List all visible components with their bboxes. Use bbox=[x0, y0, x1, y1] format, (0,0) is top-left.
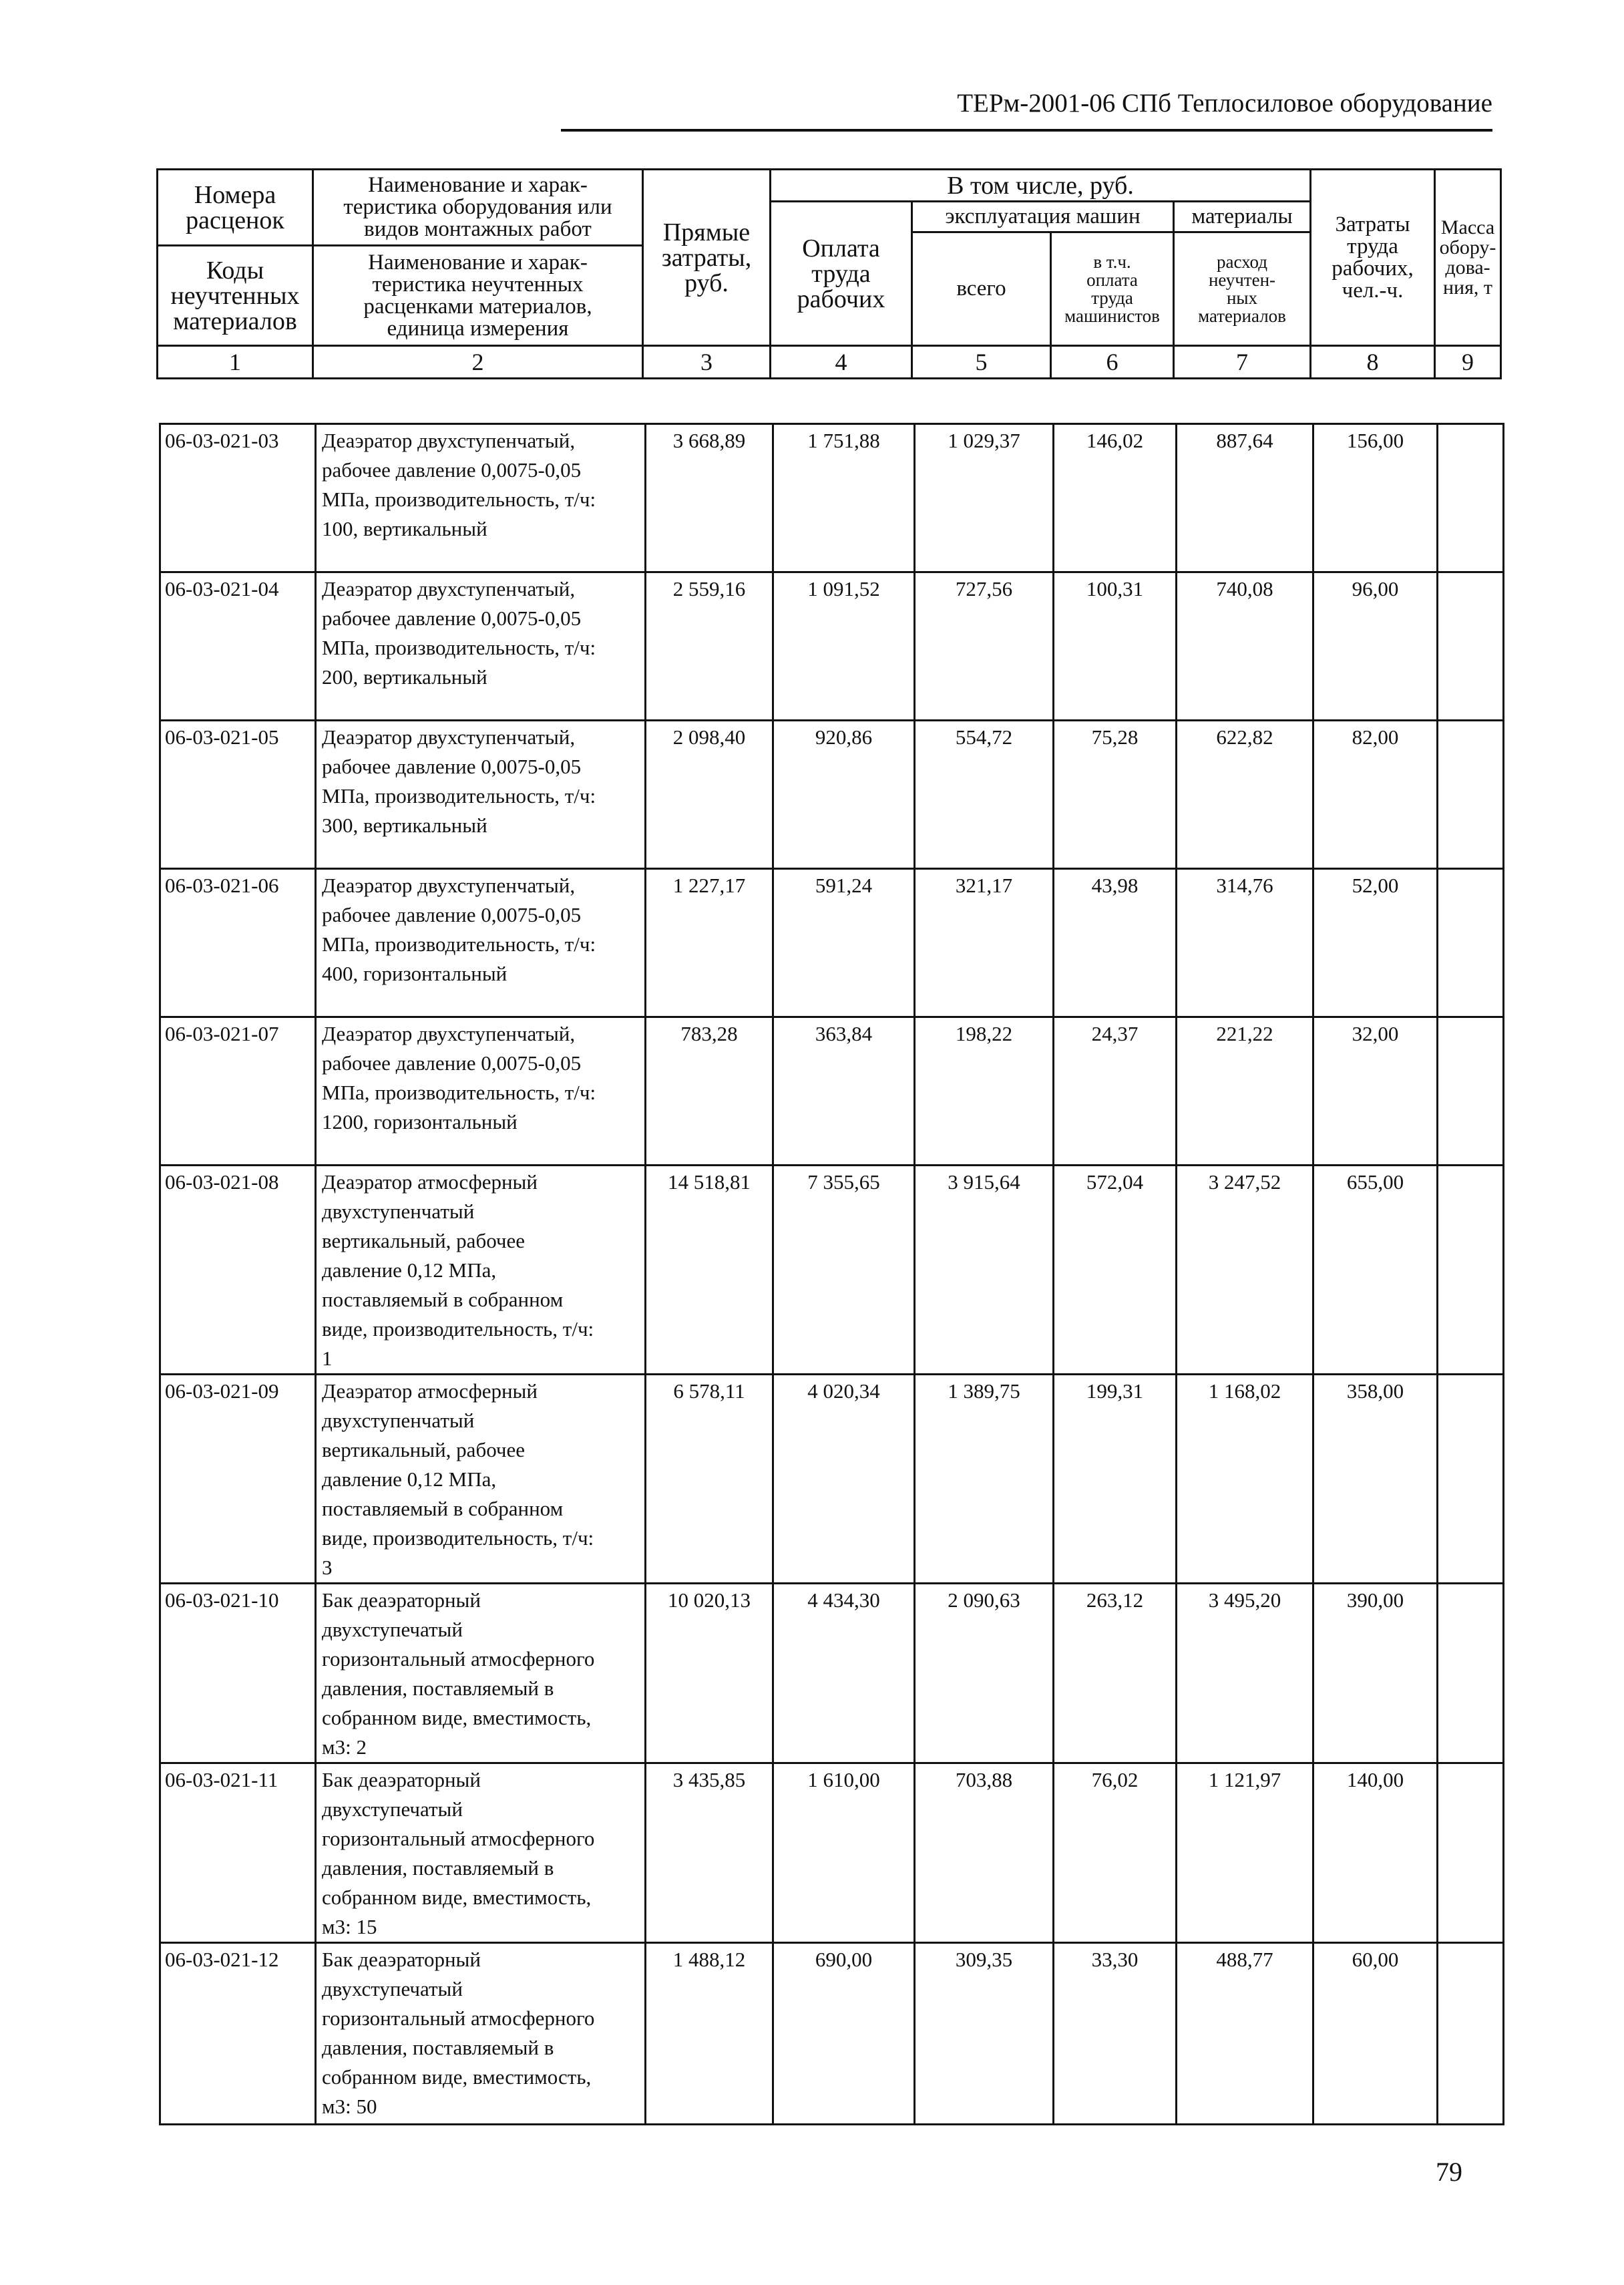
labor-pay-value: 1 091,52 bbox=[773, 572, 915, 721]
description-line: 200, вертикальный bbox=[322, 665, 487, 689]
description-line: МПа, производительность, т/ч: bbox=[322, 784, 596, 808]
labor-pay-value: 920,86 bbox=[773, 721, 915, 869]
description-line: Деаэратор двухступенчатый, bbox=[322, 725, 576, 749]
rate-description bbox=[316, 1017, 646, 1166]
direct-costs-value: 1 227,17 bbox=[646, 869, 773, 1017]
labor-hours-value: 390,00 bbox=[1313, 1584, 1438, 1763]
description-line: давления, поставляемый в bbox=[322, 2036, 554, 2059]
column-number: 1 bbox=[158, 346, 313, 379]
machine-labor-value: 24,37 bbox=[1054, 1017, 1177, 1166]
rate-description bbox=[316, 1375, 646, 1584]
materials-value: 3 495,20 bbox=[1177, 1584, 1313, 1763]
rates-table bbox=[159, 423, 1504, 2125]
materials-value: 488,77 bbox=[1177, 1943, 1313, 2125]
direct-costs-value: 1 488,12 bbox=[646, 1943, 773, 2125]
machine-labor-value: 100,31 bbox=[1054, 572, 1177, 721]
column-number: 5 bbox=[912, 346, 1051, 379]
description-line: Бак деаэраторный bbox=[322, 1588, 481, 1612]
column-number: 6 bbox=[1051, 346, 1174, 379]
labor-hours-value: 96,00 bbox=[1313, 572, 1438, 721]
machine-labor-value: 572,04 bbox=[1054, 1166, 1177, 1375]
machine-total-value: 309,35 bbox=[915, 1943, 1054, 2125]
labor-pay-value: 1 751,88 bbox=[773, 424, 915, 572]
column-number: 9 bbox=[1435, 346, 1501, 379]
rate-code: 06-03-021-09 bbox=[160, 1375, 316, 1584]
machine-labor-value: 43,98 bbox=[1054, 869, 1177, 1017]
machine-total-value: 1 389,75 bbox=[915, 1375, 1054, 1584]
column-number: 7 bbox=[1174, 346, 1311, 379]
description-line: собранном виде, вместимость, bbox=[322, 1706, 592, 1729]
description-line: 1 bbox=[322, 1347, 333, 1370]
machine-labor-value: 76,02 bbox=[1054, 1763, 1177, 1943]
description-line: двухступечатый bbox=[322, 1618, 463, 1641]
machine-total-value: 2 090,63 bbox=[915, 1584, 1054, 1763]
labor-hours-value: 32,00 bbox=[1313, 1017, 1438, 1166]
direct-costs-value: 2 098,40 bbox=[646, 721, 773, 869]
machine-total-value: 1 029,37 bbox=[915, 424, 1054, 572]
name-top-header: Наименование и харак- теристика оборудования или видов монтажных работ bbox=[313, 170, 643, 246]
description-line: рабочее давление 0,0075-0,05 bbox=[322, 606, 582, 630]
description-line: двухступенчатый bbox=[322, 1409, 475, 1432]
equipment-mass-value bbox=[1438, 1584, 1504, 1763]
rate-code: 06-03-021-12 bbox=[160, 1943, 316, 2125]
table-row bbox=[160, 1375, 1504, 1584]
materials-value: 1 168,02 bbox=[1177, 1375, 1313, 1584]
materials-value: 314,76 bbox=[1177, 869, 1313, 1017]
labor-hours-value: 60,00 bbox=[1313, 1943, 1438, 2125]
page-number: 79 bbox=[1436, 2157, 1462, 2187]
description-line: м3: 2 bbox=[322, 1735, 367, 1759]
equipment-mass-value bbox=[1438, 869, 1504, 1017]
labor-pay-header: Оплата труда рабочих bbox=[771, 202, 912, 346]
direct-costs-value: 10 020,13 bbox=[646, 1584, 773, 1763]
column-number: 4 bbox=[771, 346, 912, 379]
table-row bbox=[160, 1584, 1504, 1763]
description-line: Деаэратор двухступенчатый, bbox=[322, 1022, 576, 1045]
column-number: 3 bbox=[643, 346, 771, 379]
table-row bbox=[160, 721, 1504, 869]
column-number: 2 bbox=[313, 346, 643, 379]
description-line: Бак деаэраторный bbox=[322, 1948, 481, 1971]
description-line: 100, вертикальный bbox=[322, 517, 487, 540]
including-header: В том числе, руб. bbox=[771, 170, 1311, 202]
table-row bbox=[160, 1166, 1504, 1375]
rate-description bbox=[316, 1763, 646, 1943]
table-row bbox=[160, 869, 1504, 1017]
description-line: давления, поставляемый в bbox=[322, 1856, 554, 1880]
description-line: рабочее давление 0,0075-0,05 bbox=[322, 755, 582, 778]
machine-total-value: 554,72 bbox=[915, 721, 1054, 869]
description-line: горизонтальный атмосферного bbox=[322, 1827, 595, 1850]
rate-code: 06-03-021-11 bbox=[160, 1763, 316, 1943]
rate-code: 06-03-021-06 bbox=[160, 869, 316, 1017]
machine-total-value: 727,56 bbox=[915, 572, 1054, 721]
equipment-mass-value bbox=[1438, 424, 1504, 572]
description-line: рабочее давление 0,0075-0,05 bbox=[322, 458, 582, 482]
description-line: рабочее давление 0,0075-0,05 bbox=[322, 903, 582, 926]
labor-pay-value: 7 355,65 bbox=[773, 1166, 915, 1375]
machine-total-value: 198,22 bbox=[915, 1017, 1054, 1166]
machine-total-value: 3 915,64 bbox=[915, 1166, 1054, 1375]
labor-hours-value: 358,00 bbox=[1313, 1375, 1438, 1584]
column-number: 8 bbox=[1311, 346, 1435, 379]
rate-code: 06-03-021-08 bbox=[160, 1166, 316, 1375]
direct-costs-value: 6 578,11 bbox=[646, 1375, 773, 1584]
description-line: 3 bbox=[322, 1556, 333, 1579]
machine-labor-value: 263,12 bbox=[1054, 1584, 1177, 1763]
description-line: м3: 50 bbox=[322, 2095, 377, 2118]
description-line: горизонтальный атмосферного bbox=[322, 1647, 595, 1671]
labor-hours-value: 52,00 bbox=[1313, 869, 1438, 1017]
materials-value: 3 247,52 bbox=[1177, 1166, 1313, 1375]
table-row bbox=[160, 1943, 1504, 2125]
rate-description bbox=[316, 869, 646, 1017]
machine-total-value: 703,88 bbox=[915, 1763, 1054, 1943]
machine-total-header: всего bbox=[912, 232, 1051, 346]
rate-description bbox=[316, 1166, 646, 1375]
equipment-mass-header: Масса обору- дова- ния, т bbox=[1435, 170, 1501, 346]
description-line: МПа, производительность, т/ч: bbox=[322, 932, 596, 956]
description-line: собранном виде, вместимость, bbox=[322, 1886, 592, 1909]
direct-costs-value: 783,28 bbox=[646, 1017, 773, 1166]
description-line: МПа, производительность, т/ч: bbox=[322, 636, 596, 659]
materials-value: 740,08 bbox=[1177, 572, 1313, 721]
machine-labor-value: 199,31 bbox=[1054, 1375, 1177, 1584]
table-header bbox=[156, 168, 1502, 379]
table-row bbox=[160, 1017, 1504, 1166]
description-line: горизонтальный атмосферного bbox=[322, 2006, 595, 2030]
materials-value: 622,82 bbox=[1177, 721, 1313, 869]
description-line: давления, поставляемый в bbox=[322, 1677, 554, 1700]
rate-description bbox=[316, 1584, 646, 1763]
rate-code: 06-03-021-04 bbox=[160, 572, 316, 721]
direct-costs-header: Прямые затраты, руб. bbox=[643, 170, 771, 346]
machine-total-value: 321,17 bbox=[915, 869, 1054, 1017]
description-line: 300, вертикальный bbox=[322, 814, 487, 837]
labor-pay-value: 591,24 bbox=[773, 869, 915, 1017]
description-line: двухступенчатый bbox=[322, 1200, 475, 1223]
description-line: Деаэратор двухступенчатый, bbox=[322, 874, 576, 897]
equipment-mass-value bbox=[1438, 572, 1504, 721]
rate-description bbox=[316, 424, 646, 572]
direct-costs-value: 3 435,85 bbox=[646, 1763, 773, 1943]
description-line: поставляемый в собранном bbox=[322, 1497, 564, 1520]
name-bottom-header: Наименование и харак- теристика неучтенных расценками материалов, единица измерения bbox=[313, 246, 643, 346]
labor-pay-value: 363,84 bbox=[773, 1017, 915, 1166]
rate-code: 06-03-021-07 bbox=[160, 1017, 316, 1166]
rate-description bbox=[316, 721, 646, 869]
direct-costs-value: 3 668,89 bbox=[646, 424, 773, 572]
description-line: 1200, горизонтальный bbox=[322, 1110, 518, 1133]
labor-hours-value: 82,00 bbox=[1313, 721, 1438, 869]
rate-description bbox=[316, 572, 646, 721]
labor-costs-header: Затраты труда рабочих, чел.-ч. bbox=[1311, 170, 1435, 346]
materials-value: 221,22 bbox=[1177, 1017, 1313, 1166]
rate-code: 06-03-021-10 bbox=[160, 1584, 316, 1763]
description-line: Деаэратор двухступенчатый, bbox=[322, 429, 576, 452]
description-line: м3: 15 bbox=[322, 1915, 377, 1938]
labor-hours-value: 140,00 bbox=[1313, 1763, 1438, 1943]
table-row bbox=[160, 1763, 1504, 1943]
description-line: виде, производительность, т/ч: bbox=[322, 1526, 594, 1550]
rate-code: 06-03-021-03 bbox=[160, 424, 316, 572]
rate-number-header: Номера расценок bbox=[158, 170, 313, 246]
materials-usage-header: расход неучтен- ных материалов bbox=[1174, 232, 1311, 346]
description-line: Деаэратор атмосферный bbox=[322, 1170, 538, 1194]
description-line: давление 0,12 МПа, bbox=[322, 1467, 497, 1491]
table-row bbox=[160, 424, 1504, 572]
direct-costs-value: 2 559,16 bbox=[646, 572, 773, 721]
description-line: Бак деаэраторный bbox=[322, 1768, 481, 1791]
description-line: МПа, производительность, т/ч: bbox=[322, 1081, 596, 1104]
description-line: 400, горизонтальный bbox=[322, 962, 508, 985]
labor-hours-value: 655,00 bbox=[1313, 1166, 1438, 1375]
description-line: МПа, производительность, т/ч: bbox=[322, 488, 596, 511]
description-line: вертикальный, рабочее bbox=[322, 1438, 526, 1461]
description-line: двухступечатый bbox=[322, 1977, 463, 2000]
description-line: вертикальный, рабочее bbox=[322, 1229, 526, 1252]
equipment-mass-value bbox=[1438, 1017, 1504, 1166]
equipment-mass-value bbox=[1438, 1375, 1504, 1584]
rate-description bbox=[316, 1943, 646, 2125]
equipment-mass-value bbox=[1438, 721, 1504, 869]
material-codes-header: Коды неучтенных материалов bbox=[158, 246, 313, 346]
machine-labor-value: 146,02 bbox=[1054, 424, 1177, 572]
table-row bbox=[160, 572, 1504, 721]
materials-header: материалы bbox=[1174, 202, 1311, 232]
description-line: двухступечатый bbox=[322, 1797, 463, 1821]
description-line: давление 0,12 МПа, bbox=[322, 1258, 497, 1282]
labor-pay-value: 4 434,30 bbox=[773, 1584, 915, 1763]
machine-labor-value: 75,28 bbox=[1054, 721, 1177, 869]
labor-pay-value: 690,00 bbox=[773, 1943, 915, 2125]
equipment-mass-value bbox=[1438, 1166, 1504, 1375]
materials-value: 887,64 bbox=[1177, 424, 1313, 572]
rate-code: 06-03-021-05 bbox=[160, 721, 316, 869]
materials-value: 1 121,97 bbox=[1177, 1763, 1313, 1943]
description-line: Деаэратор двухступенчатый, bbox=[322, 577, 576, 600]
labor-pay-value: 4 020,34 bbox=[773, 1375, 915, 1584]
direct-costs-value: 14 518,81 bbox=[646, 1166, 773, 1375]
labor-pay-value: 1 610,00 bbox=[773, 1763, 915, 1943]
machine-labor-header: в т.ч. оплата труда машинистов bbox=[1051, 232, 1174, 346]
description-line: собранном виде, вместимость, bbox=[322, 2065, 592, 2089]
machine-operation-header: эксплуатация машин bbox=[912, 202, 1174, 232]
labor-hours-value: 156,00 bbox=[1313, 424, 1438, 572]
equipment-mass-value bbox=[1438, 1763, 1504, 1943]
description-line: Деаэратор атмосферный bbox=[322, 1379, 538, 1403]
running-header: ТЕРм-2001-06 СПб Теплосиловое оборудование bbox=[561, 88, 1492, 132]
description-line: рабочее давление 0,0075-0,05 bbox=[322, 1051, 582, 1075]
description-line: виде, производительность, т/ч: bbox=[322, 1317, 594, 1341]
machine-labor-value: 33,30 bbox=[1054, 1943, 1177, 2125]
equipment-mass-value bbox=[1438, 1943, 1504, 2125]
description-line: поставляемый в собранном bbox=[322, 1288, 564, 1311]
